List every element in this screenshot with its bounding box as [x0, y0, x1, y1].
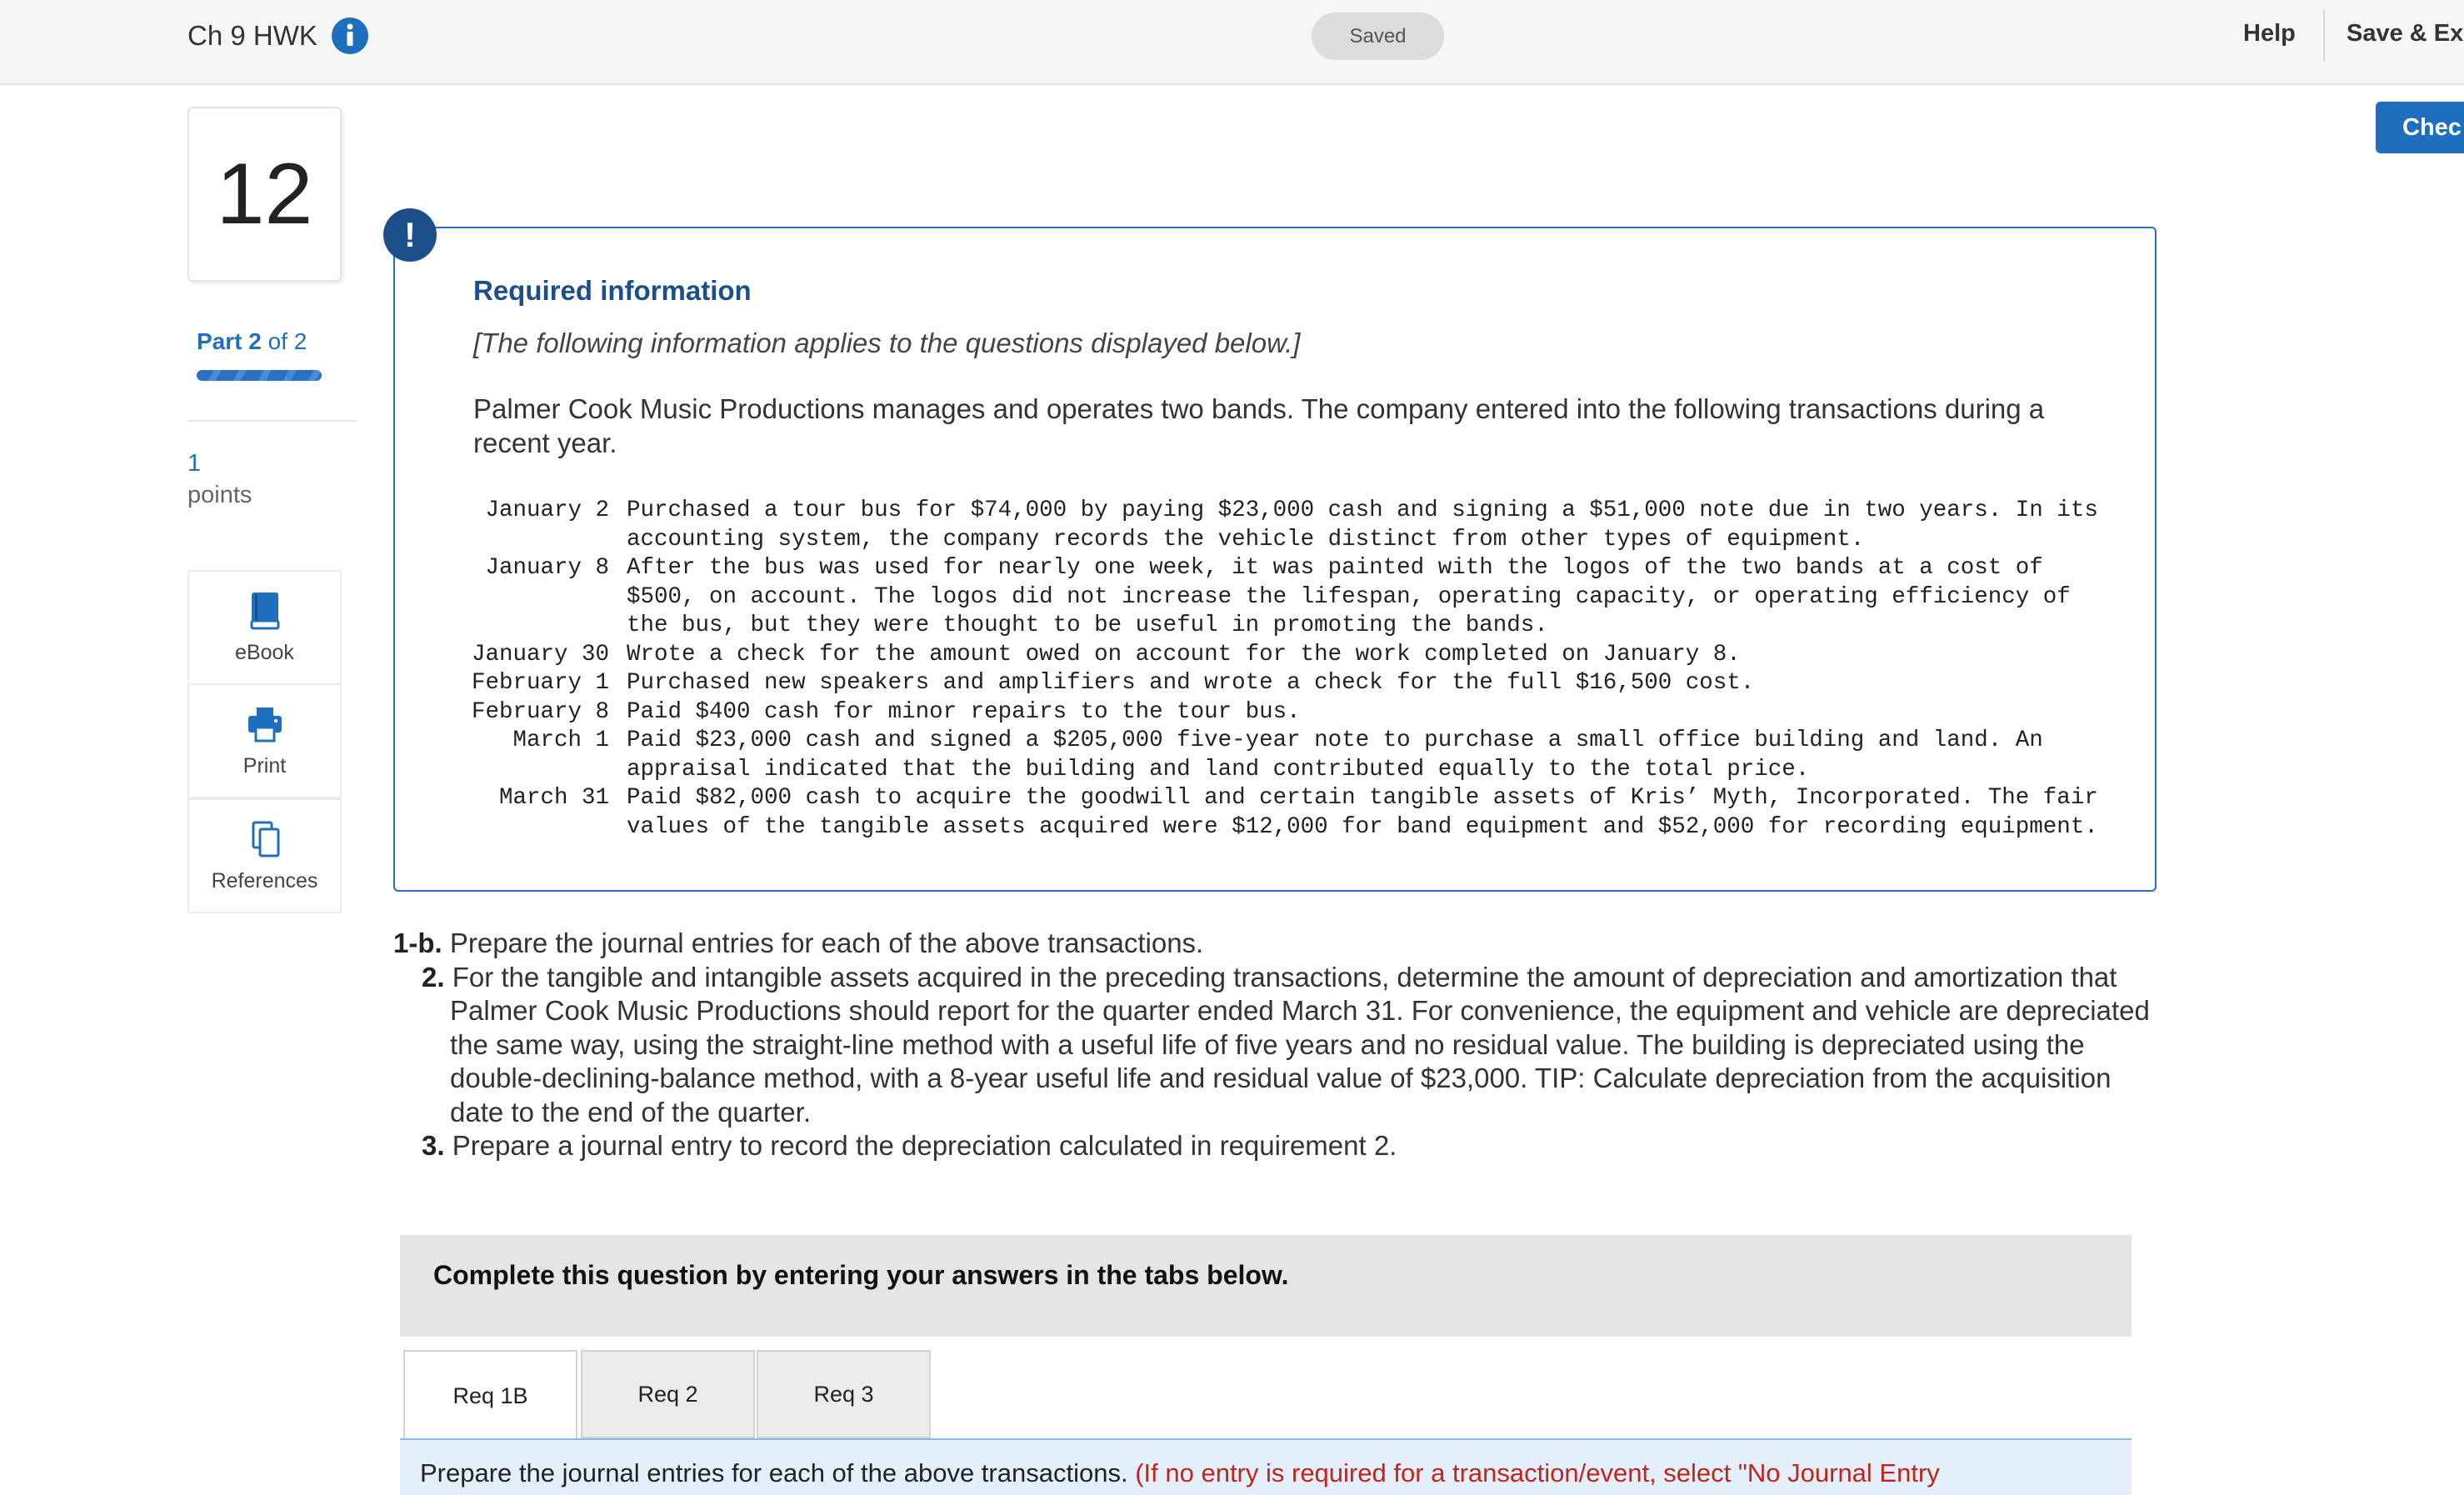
save-and-exit-button[interactable]: Save & Ex	[2347, 20, 2464, 47]
requirement-1b	[393, 927, 2160, 961]
header-divider	[2323, 10, 2325, 62]
transaction-date: January 2	[485, 498, 610, 523]
points-label: points	[187, 482, 252, 508]
transaction-date: March 31	[499, 785, 610, 811]
question-number: 12	[187, 107, 342, 282]
tab-panel-text: Prepare the journal entries for each of the above transactions.	[420, 1458, 1128, 1488]
transaction-line: the bus, but they were thought to be useful in promoting the bands.	[627, 612, 1548, 638]
top-bar	[0, 0, 2464, 85]
transaction-text	[627, 698, 2098, 728]
transaction-row	[472, 554, 2098, 641]
info-icon[interactable]	[331, 17, 369, 55]
transaction-text	[627, 784, 2098, 842]
transaction-row	[472, 784, 2098, 842]
transaction-date: March 1	[512, 728, 610, 753]
references-label: References	[211, 868, 318, 892]
part-current: Part 2	[197, 328, 262, 354]
scenario-paragraph: Palmer Cook Music Productions manages and operates two bands. The company entered into the following transactions during a recent year.	[473, 393, 2045, 458]
transaction-text	[627, 497, 2098, 554]
transaction-line: $500, on account. The logos did not increase the lifespan, operating capacity, or operating efficiency of	[627, 583, 2071, 610]
sidebar-divider	[187, 420, 357, 422]
transaction-row	[472, 641, 2098, 670]
part-total: of 2	[261, 328, 307, 354]
printer-icon	[247, 704, 283, 744]
requirement-3	[393, 1129, 2160, 1163]
instructions-text: Complete this question by entering your answers in the tabs below.	[433, 1260, 1289, 1290]
transaction-row	[472, 497, 2098, 554]
transaction-date: January 30	[472, 641, 610, 668]
references-icon	[247, 819, 283, 859]
transaction-line: Paid $23,000 cash and signed a $205,000 five-year note to purchase a small office building and land. An	[627, 728, 2043, 753]
transaction-line: Paid $400 cash for minor repairs to the tour bus.	[627, 698, 1301, 725]
references-button[interactable]	[187, 798, 342, 913]
transaction-text	[627, 669, 2098, 698]
requirement-2-number: 2.	[422, 961, 445, 992]
transaction-row	[472, 698, 2098, 728]
tab-req-3[interactable]: Req 3	[757, 1350, 931, 1438]
instructions-banner	[400, 1235, 2132, 1337]
ebook-button[interactable]	[187, 570, 342, 685]
transaction-line: values of the tangible assets acquired were $12,000 for band equipment and $52,000 for recording equipment.	[627, 813, 2098, 840]
tab-panel-note: (If no entry is required for a transaction/event, select "No Journal Entry	[1135, 1458, 1940, 1488]
saved-status-badge: Saved	[1312, 12, 1444, 60]
transaction-line: accounting system, the company records the vehicle distinct from other types of equipment.	[627, 526, 1865, 552]
transaction-line: Purchased a tour bus for $74,000 by paying $23,000 cash and signing a $51,000 note due in two years. In its	[627, 498, 2098, 523]
transaction-line: Paid $82,000 cash to acquire the goodwill and certain tangible assets of Kris’ Myth, Incorporated. The fair	[627, 785, 2098, 811]
book-icon	[247, 591, 283, 631]
requirement-3-number: 3.	[422, 1130, 445, 1161]
transaction-line: Wrote a check for the amount owed on account for the work completed on January 8.	[627, 641, 1741, 668]
requirement-3-text: Prepare a journal entry to record the depreciation calculated in requirement 2.	[452, 1130, 1397, 1161]
print-button[interactable]	[187, 683, 342, 798]
tab-panel-instructions	[420, 1458, 1940, 1488]
part-indicator	[197, 328, 307, 355]
tab-req-1b[interactable]: Req 1B	[403, 1350, 577, 1440]
required-information-subtitle: [The following information applies to the questions displayed below.]	[473, 328, 1301, 358]
points-value: 1	[187, 450, 202, 477]
part-progress-bar	[197, 370, 322, 381]
transactions-table	[472, 497, 2098, 842]
transaction-date: February 1	[472, 670, 610, 696]
help-link[interactable]: Help	[2243, 20, 2296, 47]
transaction-line: appraisal indicated that the building and land contributed equally to the total price.	[627, 756, 1810, 782]
transaction-line: After the bus was used for nearly one week, it was painted with the logos of the two bands at a cost of	[627, 555, 2043, 581]
transaction-text	[627, 641, 2098, 670]
assignment-title-text: Ch 9 HWK	[187, 20, 317, 51]
transaction-date: January 8	[485, 555, 610, 581]
transaction-row	[472, 669, 2098, 698]
transaction-text	[627, 554, 2098, 641]
requirement-2-text: For the tangible and intangible assets acquired in the preceding transactions, determine the amount of depreciation and amortization that Palmer Cook Music Productions should report for the quarter ended March 31. For convenience, the equipment and vehicle are depreciated the same way, using the straight-line method with a useful life of five years and no residual value. The building is depreciated using the double-declining-balance method, with a 8-year useful life and residual value of $23,000. TIP: Calculate depreciation from the acquisition date to the end of the quarter.	[450, 961, 2150, 1128]
alert-icon: !	[383, 208, 437, 262]
question-text	[393, 927, 2160, 1163]
transaction-date: February 8	[472, 698, 610, 725]
transaction-text	[627, 727, 2098, 784]
requirement-1b-text: Prepare the journal entries for each of the above transactions.	[449, 928, 1204, 958]
check-my-work-button[interactable]: Chec	[2376, 102, 2464, 153]
print-label: Print	[242, 753, 287, 778]
requirement-1b-number: 1-b.	[393, 928, 442, 958]
tab-req-2[interactable]: Req 2	[581, 1350, 755, 1438]
required-information-title: Required information	[473, 275, 752, 306]
ebook-label: eBook	[235, 640, 294, 664]
assignment-title	[187, 17, 369, 55]
tab-panel	[400, 1438, 2132, 1495]
transaction-line: Purchased new speakers and amplifiers and wrote a check for the full $16,500 cost.	[627, 670, 1755, 696]
transaction-row	[472, 727, 2098, 784]
requirement-2	[393, 961, 2160, 1130]
